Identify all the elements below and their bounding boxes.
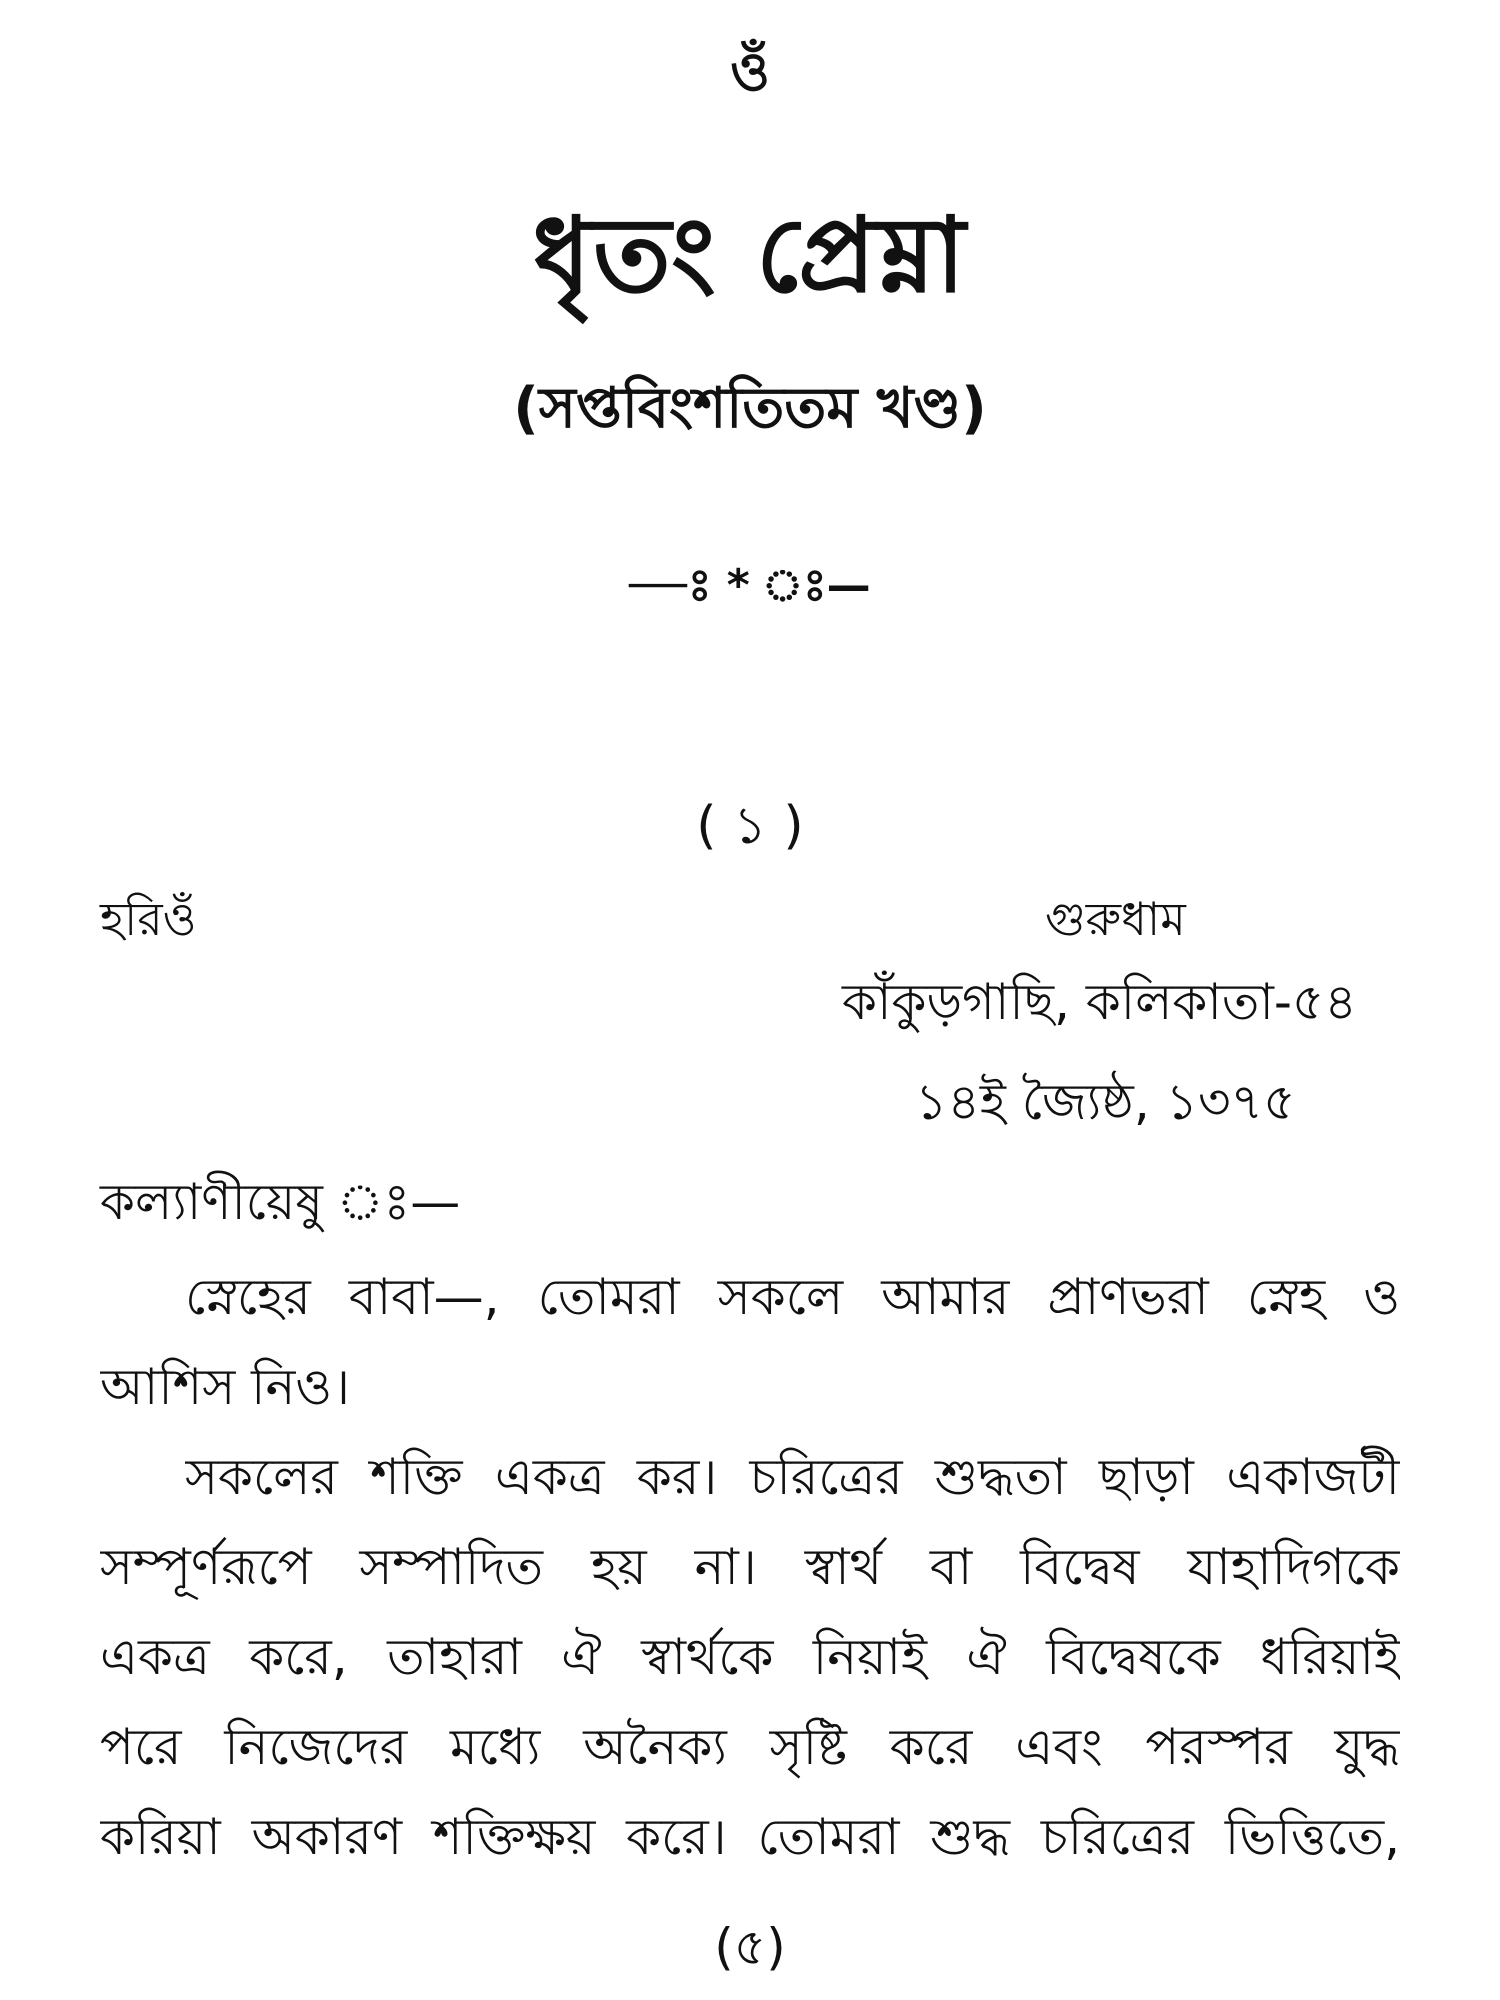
letter-greeting: হরিওঁ <box>100 892 197 946</box>
page-number: (৫) <box>714 1918 786 1976</box>
body-line: করিয়া অকারণ শক্তিক্ষয় করে। তোমরা শুদ্ধ চরিত্রের ভিত্তিতে, <box>100 1808 1400 1866</box>
body-line: পরে নিজেদের মধ্যে অনৈক্য সৃষ্টি করে এবং পরস্পর যুদ্ধ <box>100 1718 1400 1776</box>
book-title: ধৃতং প্রেম্না <box>532 194 968 316</box>
body-line: আশিস নিও। <box>100 1358 350 1416</box>
body-line: একত্র করে, তাহারা ঐ স্বার্থকে নিয়াই ঐ বিদ্বেষকে ধরিয়াই <box>100 1628 1400 1686</box>
letter-address: কাঁকুড়গাছি, কলিকাতা-৫৪ <box>842 973 1357 1031</box>
letter-number: ( ১ ) <box>696 796 804 856</box>
body-line: সম্পূর্ণরূপে সম্পাদিত হয় না। স্বার্থ বা বিদ্বেষ যাহাদিগকে <box>100 1538 1400 1596</box>
body-line: স্নেহের বাবা—, তোমরা সকলে আমার প্রাণভরা স্নেহ ও <box>185 1268 1400 1326</box>
letter-place: গুরুধাম <box>1045 892 1186 946</box>
letter-date: ১৪ই জ্যৈষ্ঠ, ১৩৭৫ <box>915 1073 1296 1131</box>
volume-subtitle: (সপ্তবিংশতিতম খণ্ড) <box>513 376 987 441</box>
om-symbol: ওঁ <box>730 40 770 103</box>
section-divider: —ঃ * ঃ— <box>629 560 871 611</box>
body-line: সকলের শক্তি একত্র কর। চরিত্রের শুদ্ধতা ছাড়া একাজটী <box>185 1448 1400 1506</box>
letter-salutation: কল্যাণীয়েষু ঃ— <box>100 1173 461 1231</box>
